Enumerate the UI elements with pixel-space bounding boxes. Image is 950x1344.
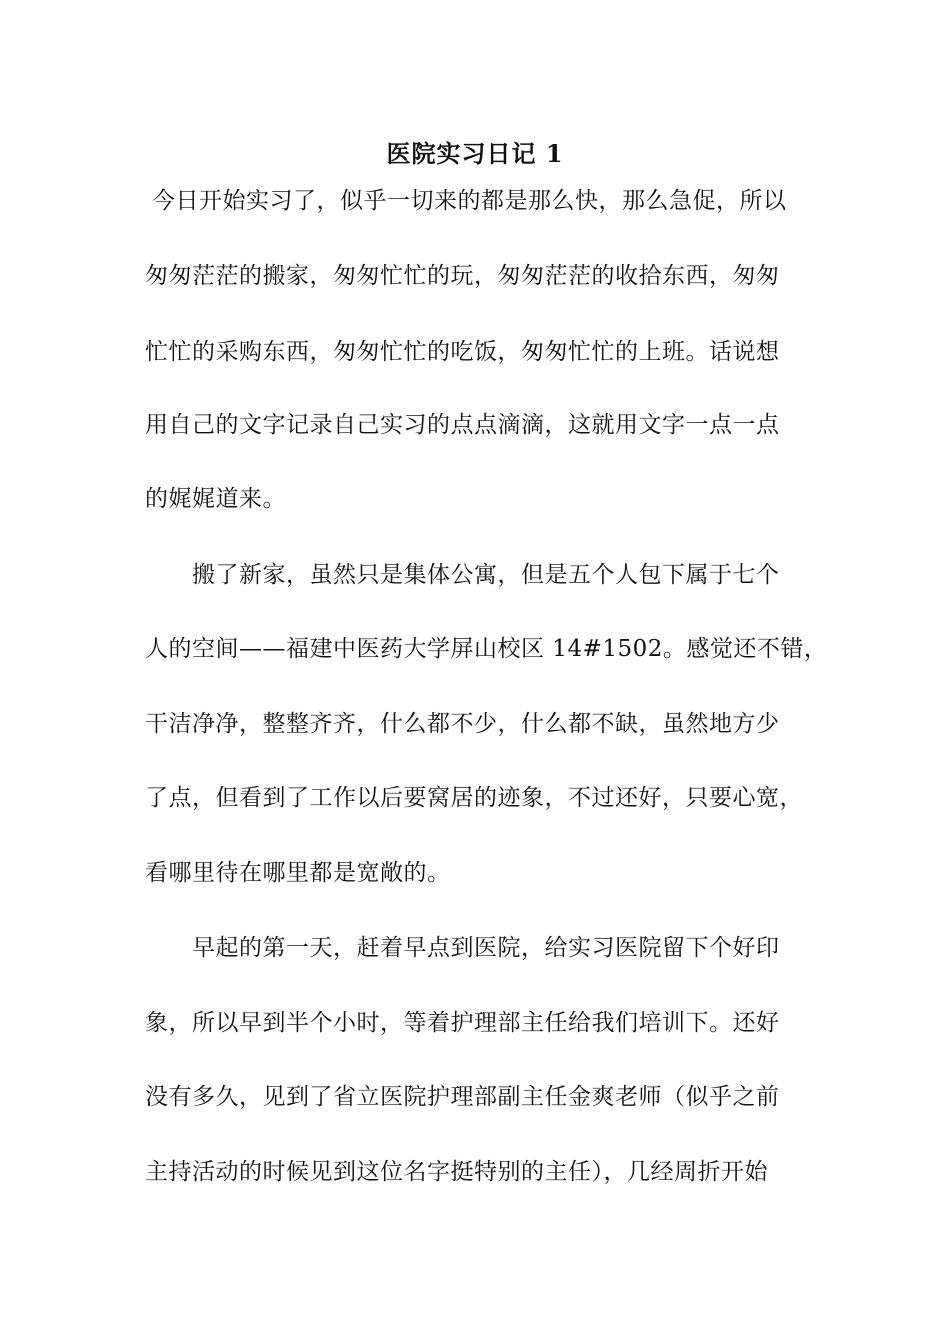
paragraph-line: 人的空间——福建中医药大学屏山校区 14#1502。感觉还不错， [145,636,828,662]
paragraph-line: 忙忙的采购东西，匆匆忙忙的吃饭，匆匆忙忙的上班。话说想 [145,339,780,365]
paragraph-line: 搬了新家，虽然只是集体公寓，但是五个人包下属于七个 [192,562,780,588]
paragraph-line: 的娓娓道来。 [145,486,286,512]
paragraph-line: 主持活动的时候见到这位名字挺特别的主任），几经周折开始 [145,1159,768,1185]
paragraph-line: 没有多久，见到了省立医院护理部副主任金爽老师（似乎之前 [145,1084,780,1110]
paragraph-line: 早起的第一天，赶着早点到医院，给实习医院留下个好印 [192,935,780,961]
paragraph-line: 看哪里待在哪里都是宽敞的。 [145,860,451,886]
paragraph-line: 了点，但看到了工作以后要窝居的迹象，不过还好，只要心宽， [145,785,803,811]
paragraph-line: 今日开始实习了，似乎一切来的都是那么快，那么急促，所以 [152,188,787,214]
paragraph-line: 象，所以早到半个小时，等着护理部主任给我们培训下。还好 [145,1010,780,1036]
document-title: 医院实习日记 1 [386,139,564,168]
paragraph-line: 干洁净净，整整齐齐，什么都不少，什么都不缺，虽然地方少 [145,711,780,737]
paragraph-line: 匆匆茫茫的搬家，匆匆忙忙的玩，匆匆茫茫的收拾东西，匆匆 [145,263,780,289]
paragraph-line: 用自己的文字记录自己实习的点点滴滴，这就用文字一点一点 [145,412,780,438]
